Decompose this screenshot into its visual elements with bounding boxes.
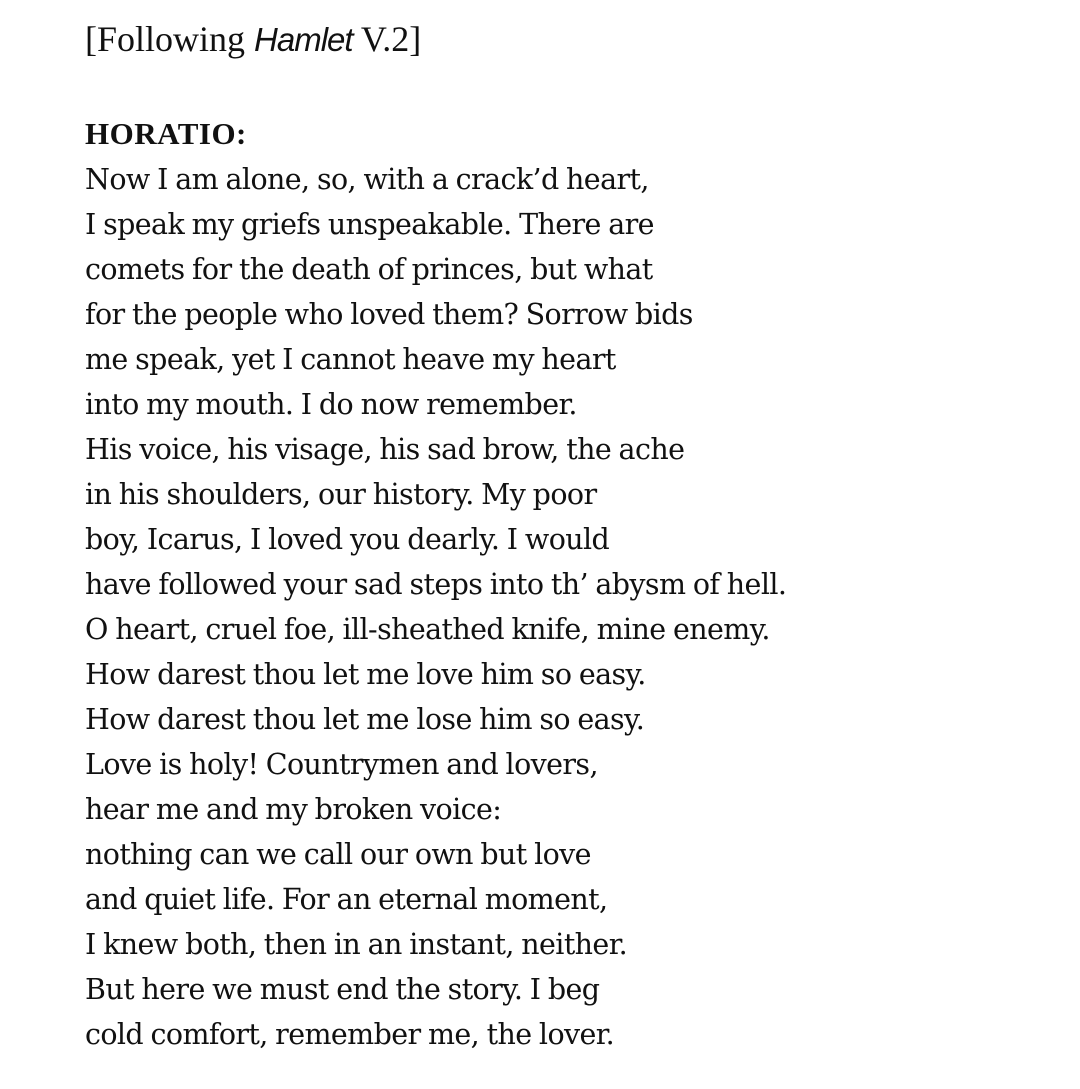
poem-line: Now I am alone, so, with a crack’d heart, xyxy=(85,163,649,196)
speaker-name: HORATIO: xyxy=(85,116,247,151)
poem-page xyxy=(85,16,1045,1057)
poem-line: I knew both, then in an instant, neither. xyxy=(85,928,628,961)
poem-line: His voice, his visage, his sad brow, the ache xyxy=(85,433,685,466)
poem-line: have followed your sad steps into th’ abysm of hell. xyxy=(85,568,787,601)
poem-line: But here we must end the story. I beg xyxy=(85,973,600,1006)
poem-line: into my mouth. I do now remember. xyxy=(85,388,577,421)
epigraph-suffix: V.2] xyxy=(352,19,422,59)
poem-line: and quiet life. For an eternal moment, xyxy=(85,883,608,916)
poem-line: O heart, cruel foe, ill-sheathed knife, mine enemy. xyxy=(85,613,770,646)
poem-line: How darest thou let me lose him so easy. xyxy=(85,703,645,736)
poem-line: me speak, yet I cannot heave my heart xyxy=(85,343,616,376)
poem-line: cold comfort, remember me, the lover. xyxy=(85,1018,615,1051)
poem-line: hear me and my broken voice: xyxy=(85,793,502,826)
poem-line: How darest thou let me love him so easy. xyxy=(85,658,646,691)
epigraph xyxy=(85,16,1045,63)
poem-lines xyxy=(85,157,1045,1057)
play-title: Hamlet xyxy=(254,21,353,58)
poem-line: I speak my griefs unspeakable. There are xyxy=(85,208,654,241)
poem-line: comets for the death of princes, but what xyxy=(85,253,653,286)
poem-line: Love is holy! Countrymen and lovers, xyxy=(85,748,598,781)
poem-line: for the people who loved them? Sorrow bids xyxy=(85,298,693,331)
poem-line: nothing can we call our own but love xyxy=(85,838,591,871)
poem-line: in his shoulders, our history. My poor xyxy=(85,478,597,511)
epigraph-prefix: [Following xyxy=(85,19,255,59)
poem-line: boy, Icarus, I loved you dearly. I would xyxy=(85,523,610,556)
